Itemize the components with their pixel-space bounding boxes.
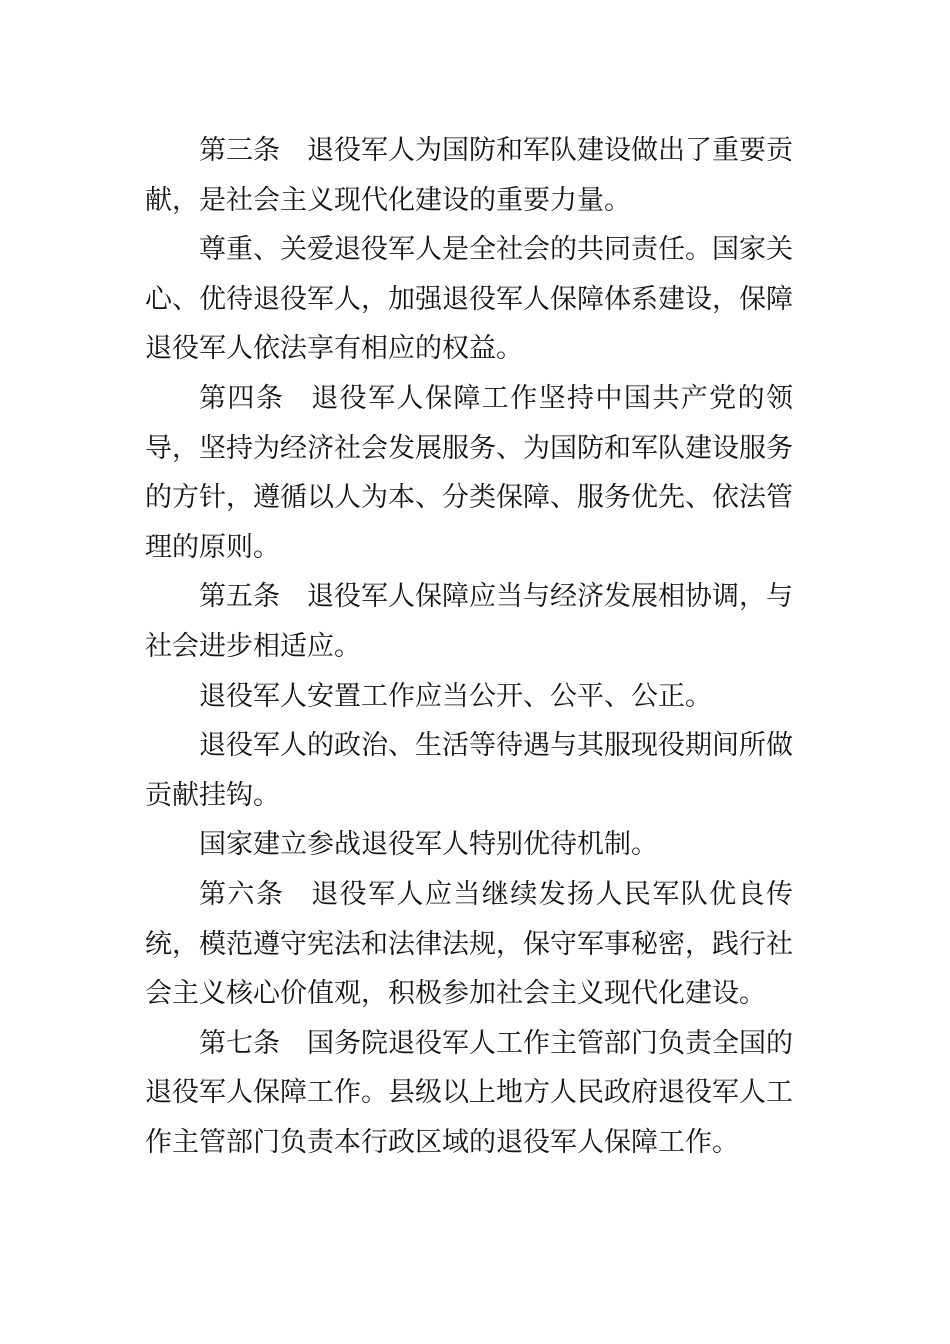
paragraph <box>145 820 793 870</box>
paragraph-text: 退役军人应当继续发扬人民军队优良传统，模范遵守宪法和法律法规，保守军事秘密，践行社会主义核心价值观，积极参加社会主义现代化建设。 <box>145 878 794 1010</box>
paragraph-text: 国务院退役军人工作主管部门负责全国的退役军人保障工作。县级以上地方人民政府退役军人工作主管部门负责本行政区域的退役军人保障工作。 <box>145 1027 793 1158</box>
paragraph-article-5 <box>145 572 793 671</box>
paragraph <box>145 225 793 374</box>
paragraph-article-4 <box>145 374 793 572</box>
paragraph-article-3 <box>145 126 793 225</box>
paragraph-text: 尊重、关爱退役军人是全社会的共同责任。国家关心、优待退役军人，加强退役军人保障体系建设，保障退役军人依法享有相应的权益。 <box>145 234 793 365</box>
article-number: 第七条 <box>199 1027 280 1059</box>
document-body <box>145 126 793 1167</box>
paragraph-article-7 <box>145 1019 793 1168</box>
article-number: 第三条 <box>199 135 280 166</box>
paragraph-text: 退役军人保障应当与经济发展相协调，与社会进步相适应。 <box>145 581 793 662</box>
paragraph-article-6 <box>145 870 793 1019</box>
paragraph-text: 退役军人为国防和军队建设做出了重要贡献，是社会主义现代化建设的重要力量。 <box>145 135 793 216</box>
paragraph-text: 国家建立参战退役军人特别优待机制。 <box>199 829 658 861</box>
article-number: 第六条 <box>199 878 285 910</box>
paragraph-text: 退役军人安置工作应当公开、公平、公正。 <box>199 680 712 712</box>
paragraph <box>145 721 793 820</box>
paragraph-text: 退役军人的政治、生活等待遇与其服现役期间所做贡献挂钩。 <box>145 730 793 811</box>
paragraph-text: 退役军人保障工作坚持中国共产党的领导，坚持为经济社会发展服务、为国防和军队建设服务的方针，遵循以人为本、分类保障、服务优先、依法管理的原则。 <box>145 382 794 563</box>
article-number: 第五条 <box>199 581 280 613</box>
paragraph <box>145 672 793 722</box>
article-number: 第四条 <box>199 382 285 414</box>
